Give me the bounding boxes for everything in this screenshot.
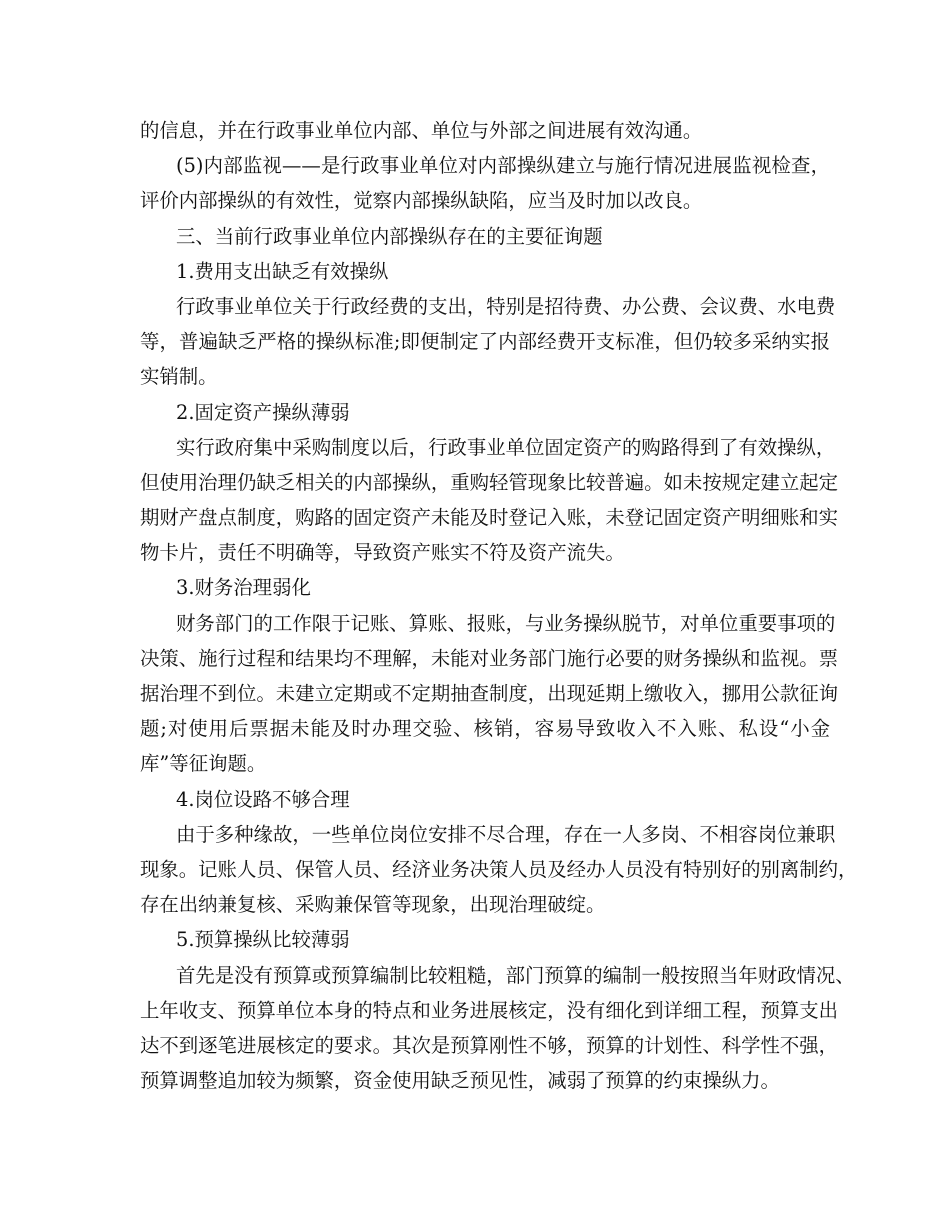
paragraph-line: 的信息，并在行政事业单位内部、单位与外部之间进展有效沟通。 <box>140 119 703 142</box>
paragraph-line: 等，普遍缺乏严格的操纵标准;即便制定了内部经费开支标准，但仍较多采纳实报 <box>140 330 830 354</box>
paragraph-line: 财务部门的工作限于记账、算账、报账，与业务操纵脱节，对单位重要事项的 <box>176 611 836 635</box>
paragraph-line: 行政事业单位关于行政经费的支出，特别是招待费、办公费、会议费、水电费 <box>176 294 836 318</box>
paragraph-line: 预算调整追加较为频繁，资金使用缺乏预见性，减弱了预算的约束操纵力。 <box>140 1069 780 1093</box>
document-body <box>140 113 858 1098</box>
subsection-heading: 5.预算操纵比较薄弱 <box>176 928 350 952</box>
paragraph-line: 达不到逐笔进展核定的要求。其次是预算刚性不够，预算的计划性、科学性不强， <box>140 1033 839 1057</box>
paragraph-line: 实行政府集中采购制度以后，行政事业单位固定资产的购路得到了有效操纵， <box>176 435 836 459</box>
paragraph-line: 评价内部操纵的有效性，觉察内部操纵缺陷，应当及时加以改良。 <box>140 189 703 213</box>
paragraph-line: 据治理不到位。未建立定期或不定期抽查制度，出现延期上缴收入，挪用公款征询 <box>140 682 839 705</box>
paragraph-line: 首先是没有预算或预算编制比较粗糙，部门预算的编制一般按照当年财政情况、 <box>176 963 855 987</box>
subsection-heading: 3.财务治理弱化 <box>176 576 311 600</box>
paragraph-line: (5)内部监视——是行政事业单位对内部操纵建立与施行情况进展监视检查， <box>176 154 830 178</box>
paragraph-line: 期财产盘点制度，购路的固定资产未能及时登记入账，未登记固定资产明细账和实 <box>140 506 839 530</box>
subsection-heading: 2.固定资产操纵薄弱 <box>176 400 350 424</box>
paragraph-line: 由于多种缘故，一些单位岗位安排不尽合理，存在一人多岗、不相容岗位兼职 <box>176 822 836 846</box>
subsection-heading: 1.费用支出缺乏有效操纵 <box>176 259 389 283</box>
paragraph-line: 物卡片，责任不明确等，导致资产账实不符及资产流失。 <box>140 541 625 565</box>
paragraph-line: 实销制。 <box>140 365 218 389</box>
paragraph-line: 但使用治理仍缺乏相关的内部操纵，重购轻管现象比较普遍。如未按规定建立起定 <box>140 470 839 494</box>
paragraph-line: 上年收支、预算单位本身的特点和业务进展核定，没有细化到详细工程，预算支出 <box>140 998 839 1022</box>
paragraph-line: 库”等征询题。 <box>140 752 267 776</box>
paragraph-line: 现象。记账人员、保管人员、经济业务决策人员及经办人员没有特别好的别离制约， <box>140 857 858 881</box>
section-heading: 三、当前行政事业单位内部操纵存在的主要征询题 <box>176 224 603 248</box>
paragraph-line: 决策、施行过程和结果均不理解，未能对业务部门施行必要的财务操纵和监视。票 <box>140 646 839 670</box>
paragraph-line: 存在出纳兼复核、采购兼保管等现象，出现治理破绽。 <box>140 893 606 917</box>
subsection-heading: 4.岗位设路不够合理 <box>176 787 350 811</box>
paragraph-line: 题;对使用后票据未能及时办理交验、核销，容易导致收入不入账、私设“小金 <box>140 717 830 741</box>
